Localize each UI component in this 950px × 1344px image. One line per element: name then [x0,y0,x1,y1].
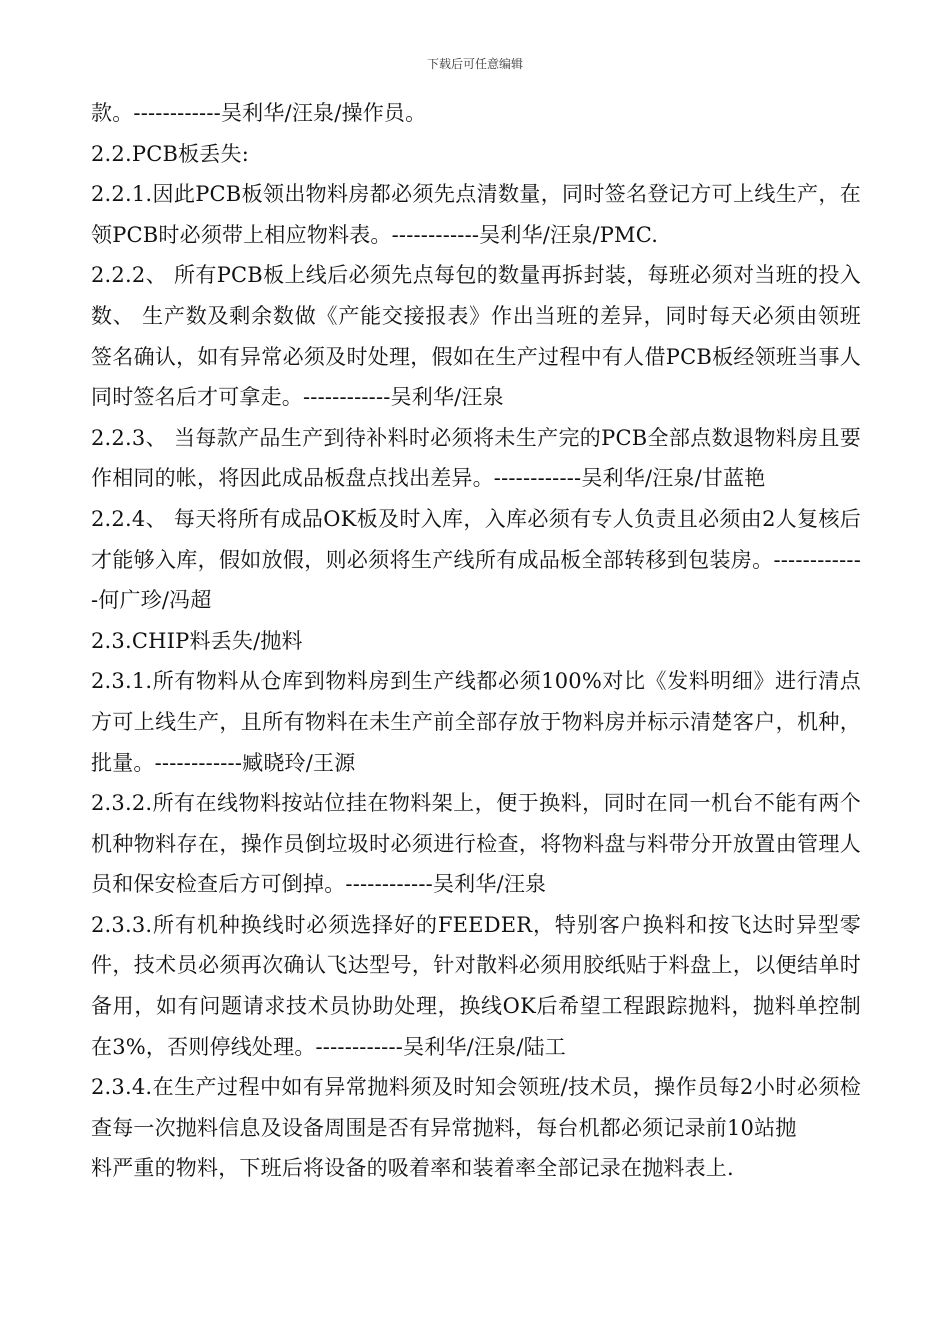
paragraph-continuation: 款。------------吴利华/汪泉/操作员。 [91,101,427,125]
paragraph-2-3-2: 2.3.2.所有在线物料按站位挂在物料架上，便于换料，同时在同一机台不能有两个机种物料存在，操作员倒垃圾时必须进行检查，将物料盘与料带分开放置由管理人员和保安检查后方可倒掉。------------吴利华/汪泉 [91,791,861,897]
page-header: 下载后可任意编辑 [426,57,523,71]
paragraph-2-3-1: 2.3.1.所有物料从仓库到物料房到生产线都必须100%对比《发料明细》进行清点方可上线生产，且所有物料在未生产前全部存放于物料房并标示清楚客户，机种，批量。------------臧晓玲/王源 [91,669,861,775]
document-body [91,93,861,1189]
paragraph-2-2-1: 2.2.1.因此PCB板领出物料房都必须先点清数量，同时签名登记方可上线生产，在领PCB时必须带上相应物料表。------------吴利华/汪泉/PMC. [91,182,861,247]
section-heading-2-2: 2.2.PCB板丢失: [91,141,249,166]
paragraph-2-3-3: 2.3.3.所有机种换线时必须选择好的FEEDER，特别客户换料和按飞达时异型零件，技术员必须再次确认飞达型号，针对散料必须用胶纸贴于料盘上，以便结单时备用，如有问题请求技术员协助处理，换线OK后希望工程跟踪抛料，抛料单控制在3%，否则停线处理。------------吴利华/汪泉/陆工 [91,912,861,1059]
paragraph-2-2-4: 2.2.4、 每天将所有成品OK板及时入库，入库必须有专人负责且必须由2人复核后才能够入库，假如放假，则必须将生产线所有成品板全部转移到包装房。-------------何广珍/冯超 [91,506,861,613]
paragraph-2-2-2: 2.2.2、 所有PCB板上线后必须先点每包的数量再拆封装，每班必须对当班的投入数、 生产数及剩余数做《产能交接报表》作出当班的差异，同时每天必须由领班签名确认，如有异常必须及时处理，假如在生产过程中有人借PCB板经领班当事人同时签名后才可拿走。------------吴利华/汪泉 [91,263,861,410]
paragraph-2-3-4: 2.3.4.在生产过程中如有异常抛料须及时知会领班/技术员，操作员每2小时必须检查每一次抛料信息及设备周围是否有异常抛料，每台机都必须记录前10站抛 [91,1075,861,1140]
paragraph-2-2-3: 2.2.3、 当每款产品生产到待补料时必须将未生产完的PCB全部点数退物料房且要作相同的帐，将因此成品板盘点找出差异。------------吴利华/汪泉/甘蓝艳 [91,425,861,491]
paragraph-2-3-4-continued: 料严重的物料，下班后将设备的吸着率和装着率全部记录在抛料表上. [91,1156,734,1181]
section-heading-2-3: 2.3.CHIP料丢失/抛料 [91,628,303,653]
